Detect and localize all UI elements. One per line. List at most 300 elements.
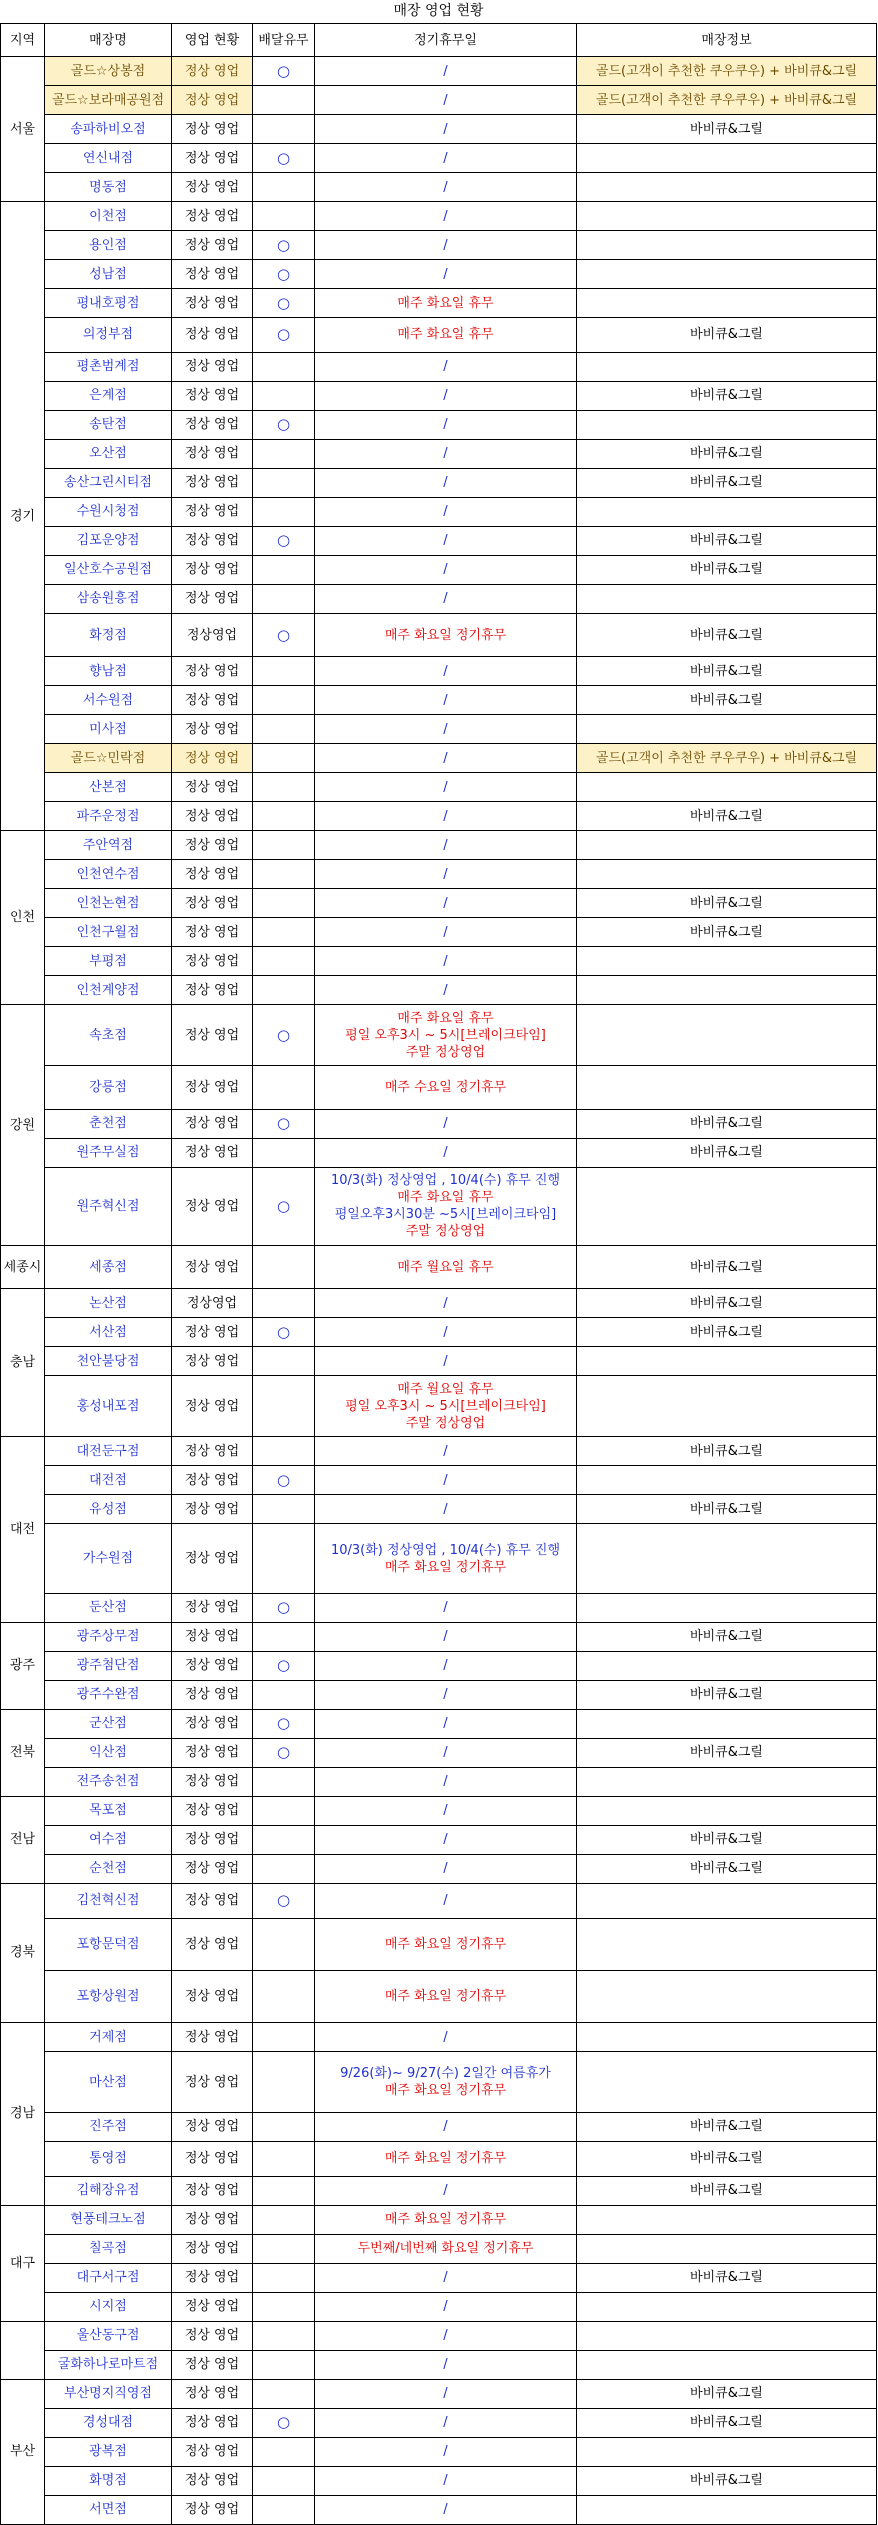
store-status: 정상 영업	[172, 1680, 253, 1709]
store-name: 이천점	[45, 202, 172, 231]
holiday-line: 주말 정상영업	[405, 1224, 486, 1240]
holiday-cell	[315, 2408, 577, 2437]
holiday-line: 매주 화요일 정기휴무	[384, 1936, 507, 1952]
store-name: 둔산점	[45, 1593, 172, 1622]
store-info	[577, 2495, 877, 2524]
store-status: 정상 영업	[172, 2379, 253, 2408]
table-row	[1, 1883, 877, 1918]
region-cell	[1, 2321, 45, 2379]
store-status: 정상 영업	[172, 1245, 253, 1289]
store-status: 정상 영업	[172, 352, 253, 381]
store-info: 바비큐&그릴	[577, 439, 877, 468]
holiday-line: 매주 월요일 휴무	[397, 1381, 494, 1397]
store-status: 정상 영업	[172, 231, 253, 260]
store-info	[577, 2321, 877, 2350]
delivery-mark	[253, 86, 315, 115]
delivery-mark	[253, 1796, 315, 1825]
store-status: 정상 영업	[172, 1466, 253, 1495]
store-info: 골드(고객이 추천한 쿠우쿠우) + 바비큐&그릴	[577, 57, 877, 86]
table-row	[1, 468, 877, 497]
store-name: 화정점	[45, 613, 172, 657]
title-row	[1, 0, 877, 24]
holiday-cell	[315, 2141, 577, 2176]
delivery-mark	[253, 2234, 315, 2263]
store-info	[577, 410, 877, 439]
store-status: 정상 영업	[172, 2495, 253, 2524]
store-status: 정상 영업	[172, 2176, 253, 2205]
table-row	[1, 2292, 877, 2321]
holiday-line: /	[443, 446, 448, 462]
holiday-line: /	[443, 721, 448, 737]
store-name: 마산점	[45, 2052, 172, 2113]
store-status: 정상 영업	[172, 744, 253, 773]
delivery-mark: ○	[253, 1651, 315, 1680]
store-name: 원주무실점	[45, 1138, 172, 1167]
store-status: 정상 영업	[172, 318, 253, 353]
table-row	[1, 318, 877, 353]
holiday-cell	[315, 439, 577, 468]
store-name: 서면점	[45, 2495, 172, 2524]
store-status: 정상 영업	[172, 381, 253, 410]
store-info	[577, 1767, 877, 1796]
store-info: 골드(고객이 추천한 쿠우쿠우) + 바비큐&그릴	[577, 744, 877, 773]
holiday-line: /	[443, 2415, 448, 2431]
store-name: 파주운정점	[45, 802, 172, 831]
table-row	[1, 439, 877, 468]
store-status: 정상 영업	[172, 1318, 253, 1347]
holiday-cell	[315, 802, 577, 831]
store-status: 정상 영업	[172, 2112, 253, 2141]
holiday-line: /	[443, 1472, 448, 1488]
holiday-cell	[315, 381, 577, 410]
holiday-cell	[315, 1709, 577, 1738]
store-info: 바비큐&그릴	[577, 1289, 877, 1318]
table-row	[1, 1347, 877, 1376]
holiday-line: /	[443, 533, 448, 549]
store-status: 정상 영업	[172, 918, 253, 947]
store-status: 정상 영업	[172, 802, 253, 831]
delivery-mark	[253, 381, 315, 410]
store-info	[577, 715, 877, 744]
table-row	[1, 231, 877, 260]
holiday-line: 평일 오후3시 ~ 5시[브레이크타임]	[345, 1398, 546, 1414]
holiday-line: /	[443, 150, 448, 166]
delivery-mark	[253, 715, 315, 744]
holiday-line: 매주 화요일 정기휴무	[384, 2083, 507, 2098]
holiday-line: /	[443, 866, 448, 882]
store-info: 바비큐&그릴	[577, 889, 877, 918]
store-name: 통영점	[45, 2141, 172, 2176]
store-status: 정상 영업	[172, 2023, 253, 2052]
delivery-mark	[253, 439, 315, 468]
table-row	[1, 1318, 877, 1347]
delivery-mark	[253, 1767, 315, 1796]
store-status: 정상 영업	[172, 2437, 253, 2466]
delivery-mark: ○	[253, 613, 315, 657]
delivery-mark: ○	[253, 57, 315, 86]
holiday-cell	[315, 2112, 577, 2141]
delivery-mark	[253, 918, 315, 947]
table-row	[1, 1738, 877, 1767]
store-name: 서산점	[45, 1318, 172, 1347]
holiday-cell	[315, 657, 577, 686]
table-row	[1, 686, 877, 715]
store-name: 원주혁신점	[45, 1167, 172, 1245]
table-row	[1, 2350, 877, 2379]
table-row	[1, 802, 877, 831]
store-info	[577, 2205, 877, 2234]
delivery-mark: ○	[253, 2408, 315, 2437]
sheet-title: 매장 영업 현황	[1, 0, 877, 24]
holiday-cell	[315, 1738, 577, 1767]
holiday-cell	[315, 1593, 577, 1622]
store-status: 정상 영업	[172, 1622, 253, 1651]
table-row	[1, 773, 877, 802]
table-row	[1, 1796, 877, 1825]
store-status: 정상 영업	[172, 2466, 253, 2495]
store-status: 정상 영업	[172, 860, 253, 889]
holiday-line: 10/3(화) 정상영업 , 10/4(수) 휴무 진행	[330, 1173, 561, 1189]
table-row	[1, 1109, 877, 1138]
holiday-cell	[315, 1796, 577, 1825]
table-row	[1, 115, 877, 144]
store-name: 경성대점	[45, 2408, 172, 2437]
table-row	[1, 1289, 877, 1318]
store-info	[577, 976, 877, 1005]
store-name: 의정부점	[45, 318, 172, 353]
table-row	[1, 657, 877, 686]
store-info: 바비큐&그릴	[577, 2408, 877, 2437]
holiday-line: /	[443, 1145, 448, 1161]
holiday-cell	[315, 918, 577, 947]
holiday-line: /	[443, 1861, 448, 1877]
delivery-mark	[253, 1495, 315, 1524]
store-status: 정상 영업	[172, 1825, 253, 1854]
holiday-line: /	[443, 779, 448, 795]
store-info: 바비큐&그릴	[577, 381, 877, 410]
delivery-mark: ○	[253, 1167, 315, 1245]
store-status: 정상 영업	[172, 686, 253, 715]
delivery-mark: ○	[253, 144, 315, 173]
store-info	[577, 352, 877, 381]
store-status: 정상 영업	[172, 889, 253, 918]
holiday-line: 9/26(화)~ 9/27(수) 2일간 여름휴가	[340, 2066, 551, 2081]
table-row	[1, 1918, 877, 1970]
store-status: 정상 영업	[172, 1767, 253, 1796]
holiday-cell	[315, 1376, 577, 1437]
store-status: 정상 영업	[172, 86, 253, 115]
holiday-cell	[315, 1347, 577, 1376]
holiday-line: /	[443, 1893, 448, 1909]
store-name: 여수점	[45, 1825, 172, 1854]
table-row	[1, 497, 877, 526]
delivery-mark	[253, 976, 315, 1005]
holiday-line: /	[443, 663, 448, 679]
store-status: 정상 영업	[172, 1593, 253, 1622]
store-name: 송탄점	[45, 410, 172, 439]
delivery-mark	[253, 1289, 315, 1318]
store-name: 송산그린시티점	[45, 468, 172, 497]
delivery-mark	[253, 657, 315, 686]
store-name: 칠곡점	[45, 2234, 172, 2263]
holiday-cell	[315, 57, 577, 86]
delivery-mark	[253, 2052, 315, 2113]
store-info: 바비큐&그릴	[577, 1138, 877, 1167]
holiday-cell	[315, 1318, 577, 1347]
store-name: 성남점	[45, 260, 172, 289]
holiday-line: /	[443, 504, 448, 520]
holiday-line: /	[443, 562, 448, 578]
table-row	[1, 1970, 877, 2022]
holiday-line: 주말 정상영업	[405, 1415, 486, 1431]
header-store-info: 매장정보	[577, 24, 877, 57]
holiday-cell	[315, 260, 577, 289]
store-info: 바비큐&그릴	[577, 115, 877, 144]
region-cell: 경북	[1, 1883, 45, 2022]
store-info: 바비큐&그릴	[577, 918, 877, 947]
store-info: 바비큐&그릴	[577, 613, 877, 657]
table-row	[1, 1005, 877, 1066]
table-row	[1, 352, 877, 381]
store-name: 강릉점	[45, 1066, 172, 1110]
delivery-mark	[253, 115, 315, 144]
table-row	[1, 260, 877, 289]
holiday-cell	[315, 2437, 577, 2466]
holiday-line: 매주 화요일 정기휴무	[384, 2212, 507, 2228]
region-cell: 대구	[1, 2205, 45, 2321]
store-info	[577, 260, 877, 289]
delivery-mark: ○	[253, 260, 315, 289]
store-info	[577, 2437, 877, 2466]
holiday-line: /	[443, 237, 448, 253]
holiday-line: /	[443, 92, 448, 108]
store-info	[577, 1466, 877, 1495]
store-info	[577, 497, 877, 526]
holiday-line: /	[443, 1353, 448, 1369]
holiday-line: 매주 화요일 휴무	[397, 1010, 494, 1026]
store-name: 포항문덕점	[45, 1918, 172, 1970]
holiday-cell	[315, 1245, 577, 1289]
store-status: 정상 영업	[172, 715, 253, 744]
delivery-mark	[253, 2437, 315, 2466]
store-info	[577, 1524, 877, 1594]
store-status: 정상영업	[172, 613, 253, 657]
store-name: 용인점	[45, 231, 172, 260]
holiday-line: /	[443, 837, 448, 853]
store-name: 세종점	[45, 1245, 172, 1289]
table-row	[1, 1680, 877, 1709]
delivery-mark	[253, 352, 315, 381]
holiday-line: 두번째/네번째 화요일 정기휴무	[357, 2241, 534, 2257]
table-row	[1, 976, 877, 1005]
holiday-cell	[315, 1437, 577, 1466]
store-info	[577, 1709, 877, 1738]
store-status: 정상 영업	[172, 976, 253, 1005]
holiday-line: /	[443, 1803, 448, 1819]
region-cell: 서울	[1, 57, 45, 202]
delivery-mark	[253, 2379, 315, 2408]
store-name: 주안역점	[45, 831, 172, 860]
delivery-mark	[253, 831, 315, 860]
store-status: 정상 영업	[172, 2263, 253, 2292]
store-info: 바비큐&그릴	[577, 526, 877, 555]
store-name: 산본점	[45, 773, 172, 802]
store-info	[577, 1347, 877, 1376]
holiday-line: 매주 화요일 휴무	[397, 327, 494, 343]
store-info	[577, 289, 877, 318]
store-info: 바비큐&그릴	[577, 1622, 877, 1651]
holiday-line: /	[443, 2183, 448, 2199]
delivery-mark: ○	[253, 1318, 315, 1347]
store-status: 정상 영업	[172, 1005, 253, 1066]
store-info: 골드(고객이 추천한 쿠우쿠우) + 바비큐&그릴	[577, 86, 877, 115]
table-row	[1, 1593, 877, 1622]
delivery-mark: ○	[253, 318, 315, 353]
store-status: 정상 영업	[172, 289, 253, 318]
delivery-mark	[253, 2023, 315, 2052]
store-info: 바비큐&그릴	[577, 468, 877, 497]
store-info	[577, 1593, 877, 1622]
store-status: 정상 영업	[172, 1109, 253, 1138]
store-status: 정상 영업	[172, 1738, 253, 1767]
region-cell: 충남	[1, 1289, 45, 1437]
delivery-mark: ○	[253, 1593, 315, 1622]
store-info: 바비큐&그릴	[577, 1495, 877, 1524]
store-name: 광주상무점	[45, 1622, 172, 1651]
holiday-line: /	[443, 417, 448, 433]
holiday-cell	[315, 2379, 577, 2408]
store-info	[577, 2292, 877, 2321]
store-info: 바비큐&그릴	[577, 1854, 877, 1883]
table-row	[1, 526, 877, 555]
holiday-cell	[315, 526, 577, 555]
table-row	[1, 2408, 877, 2437]
holiday-line: /	[443, 1501, 448, 1517]
holiday-line: 주말 정상영업	[405, 1044, 486, 1060]
holiday-line: 매주 화요일 휴무	[397, 295, 494, 311]
delivery-mark: ○	[253, 526, 315, 555]
store-info: 바비큐&그릴	[577, 555, 877, 584]
store-name: 광주첨단점	[45, 1651, 172, 1680]
store-info	[577, 2350, 877, 2379]
holiday-line: /	[443, 1716, 448, 1732]
header-delivery: 배달유무	[253, 24, 315, 57]
holiday-cell	[315, 1854, 577, 1883]
holiday-cell	[315, 1066, 577, 1110]
holiday-line: /	[443, 359, 448, 375]
store-status: 정상 영업	[172, 1167, 253, 1245]
store-name: 부산명지직영점	[45, 2379, 172, 2408]
holiday-cell	[315, 1680, 577, 1709]
table-row	[1, 2141, 877, 2176]
holiday-line: 매주 화요일 휴무	[397, 1190, 494, 1206]
delivery-mark: ○	[253, 1466, 315, 1495]
holiday-cell	[315, 1524, 577, 1594]
store-status: 정상 영업	[172, 555, 253, 584]
store-status: 정상 영업	[172, 1524, 253, 1594]
table-row	[1, 202, 877, 231]
delivery-mark: ○	[253, 1883, 315, 1918]
holiday-cell	[315, 202, 577, 231]
holiday-cell	[315, 497, 577, 526]
store-name: 미사점	[45, 715, 172, 744]
store-name: 골드☆민락점	[45, 744, 172, 773]
store-info	[577, 1970, 877, 2022]
holiday-line: /	[443, 2299, 448, 2315]
store-name: 순천점	[45, 1854, 172, 1883]
holiday-line: /	[443, 121, 448, 137]
holiday-line: /	[443, 1295, 448, 1311]
holiday-cell	[315, 231, 577, 260]
store-status: 정상 영업	[172, 2141, 253, 2176]
header-holiday: 정기휴무일	[315, 24, 577, 57]
table-row	[1, 1825, 877, 1854]
store-name: 속초점	[45, 1005, 172, 1066]
delivery-mark	[253, 202, 315, 231]
store-name: 평내호평점	[45, 289, 172, 318]
holiday-cell	[315, 1970, 577, 2022]
store-name: 논산점	[45, 1289, 172, 1318]
holiday-line: /	[443, 1774, 448, 1790]
store-name: 서수원점	[45, 686, 172, 715]
delivery-mark	[253, 2321, 315, 2350]
delivery-mark	[253, 555, 315, 584]
holiday-cell	[315, 144, 577, 173]
store-status: 정상 영업	[172, 115, 253, 144]
table-row	[1, 2437, 877, 2466]
store-status: 정상 영업	[172, 173, 253, 202]
store-status: 정상 영업	[172, 2408, 253, 2437]
table-row	[1, 1376, 877, 1437]
holiday-cell	[315, 318, 577, 353]
store-name: 가수원점	[45, 1524, 172, 1594]
store-status: 정상 영업	[172, 1376, 253, 1437]
store-status: 정상 영업	[172, 2350, 253, 2379]
holiday-line: /	[443, 2444, 448, 2460]
store-status: 정상 영업	[172, 1796, 253, 1825]
store-status: 정상 영업	[172, 1138, 253, 1167]
store-status: 정상 영업	[172, 1883, 253, 1918]
store-info: 바비큐&그릴	[577, 657, 877, 686]
delivery-mark	[253, 860, 315, 889]
holiday-cell	[315, 686, 577, 715]
table-row	[1, 1167, 877, 1245]
holiday-cell	[315, 1109, 577, 1138]
region-cell: 경기	[1, 202, 45, 831]
store-status: 정상 영업	[172, 202, 253, 231]
region-cell: 경남	[1, 2023, 45, 2206]
table-row	[1, 2234, 877, 2263]
delivery-mark	[253, 2495, 315, 2524]
store-name: 연신내점	[45, 144, 172, 173]
store-name: 홍성내포점	[45, 1376, 172, 1437]
store-info: 바비큐&그릴	[577, 686, 877, 715]
holiday-line: /	[443, 2328, 448, 2344]
store-info	[577, 860, 877, 889]
table-row	[1, 381, 877, 410]
store-status: 정상 영업	[172, 410, 253, 439]
store-info	[577, 1883, 877, 1918]
store-status: 정상 영업	[172, 57, 253, 86]
table-row	[1, 1622, 877, 1651]
store-name: 시지점	[45, 2292, 172, 2321]
table-row	[1, 1245, 877, 1289]
delivery-mark: ○	[253, 289, 315, 318]
store-name: 거제점	[45, 2023, 172, 2052]
store-status: 정상 영업	[172, 1066, 253, 1110]
store-name: 일산호수공원점	[45, 555, 172, 584]
table-row	[1, 410, 877, 439]
